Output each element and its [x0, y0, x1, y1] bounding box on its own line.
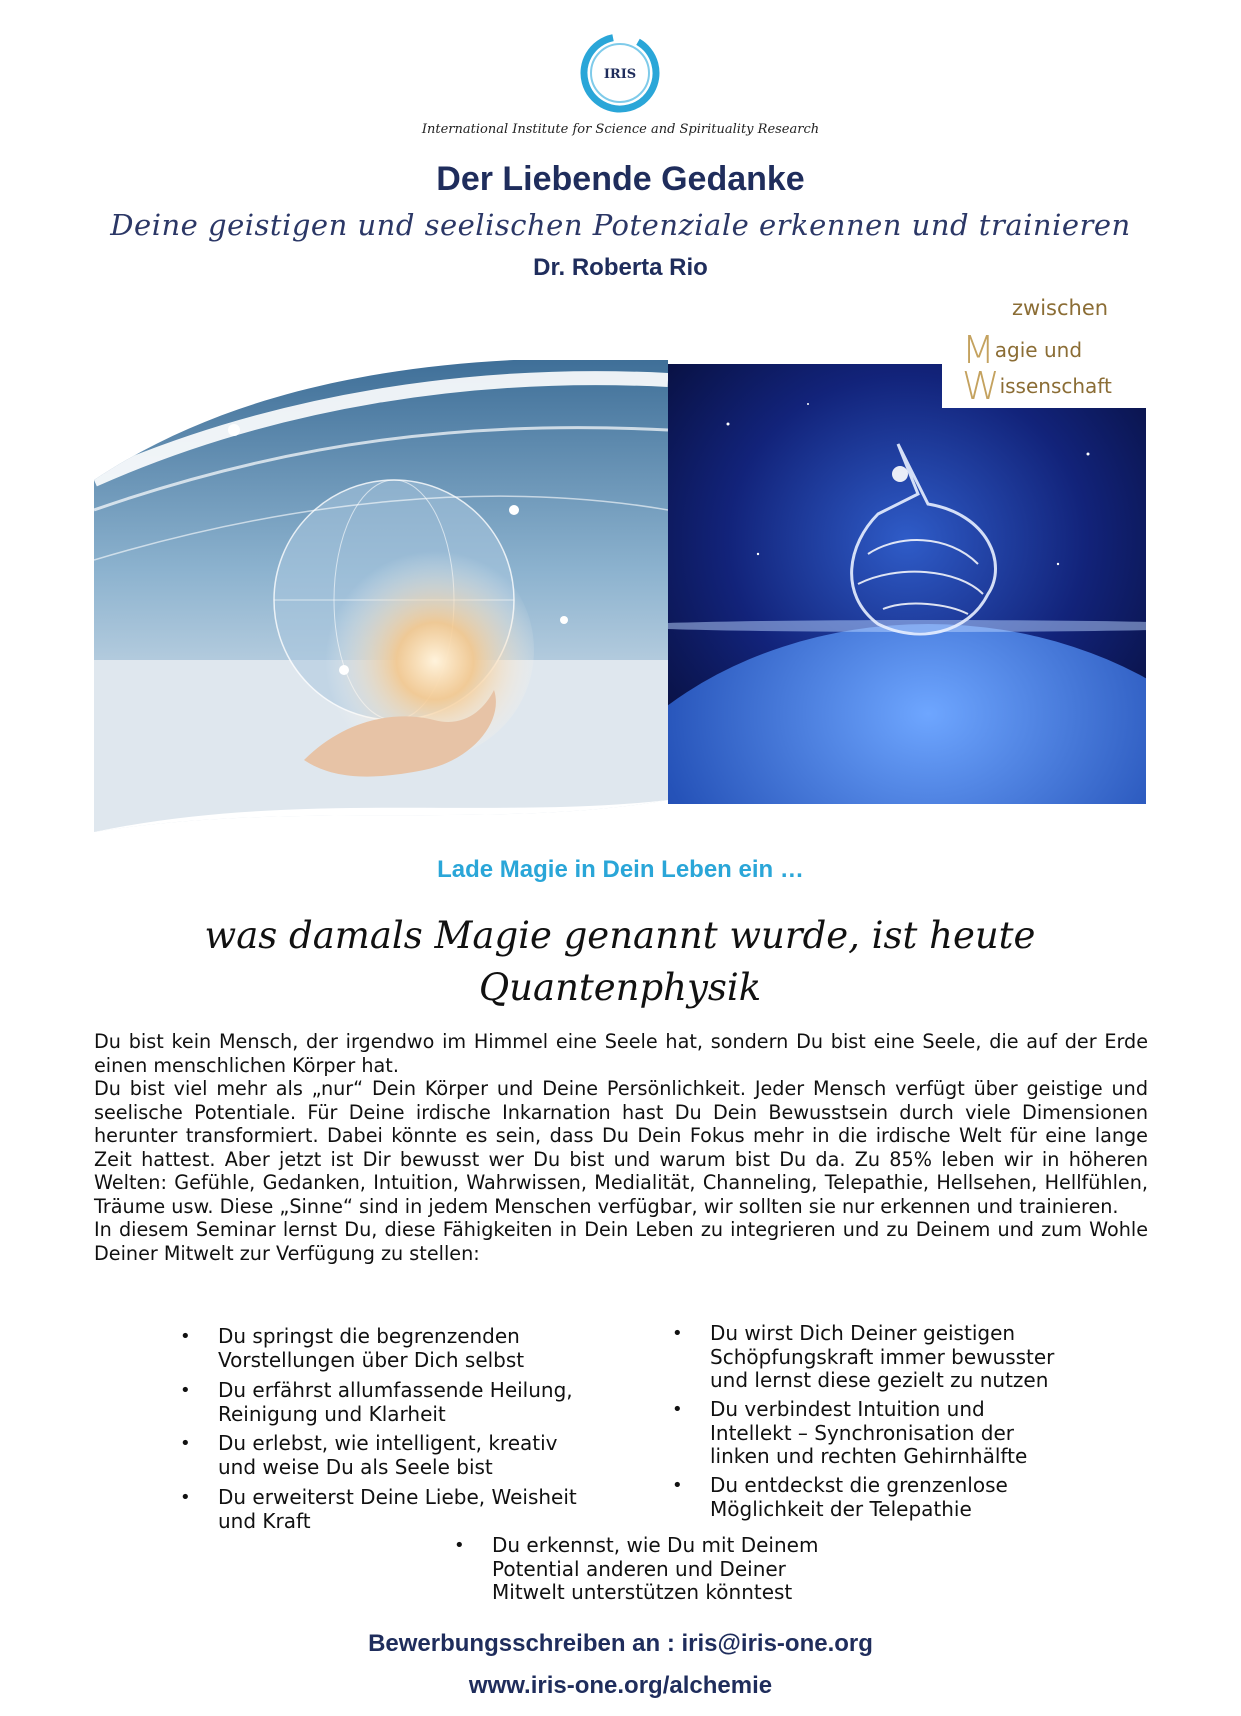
bullet-item [672, 1321, 1055, 1393]
brand-logo [942, 284, 1152, 408]
bullet-line: Du erkennst, wie Du mit Deinem [492, 1533, 819, 1557]
logo-text: IRIS [603, 67, 637, 82]
brand-letter-m: M [962, 328, 995, 372]
bullet-marker: • [672, 1323, 683, 1344]
institute-name: International Institute for Science and Spirituality Research [421, 122, 820, 137]
bullet-line: Schöpfungskraft immer bewusster [710, 1344, 1055, 1369]
headline-line-2: Quantenphysik [478, 966, 762, 1009]
website-link[interactable]: www.iris-one.org/alchemie [468, 1672, 773, 1699]
brand-rest-1: agie und [994, 338, 1083, 362]
page-title: Der Liebende Gedanke [436, 160, 805, 198]
headline-line-1: was damals Magie genannt wurde, ist heute [204, 914, 1036, 957]
bullet-marker: • [180, 1326, 191, 1347]
bullet-line: und weise Du als Seele bist [218, 1454, 493, 1479]
page-subtitle: Deine geistigen und seelischen Potenziale erkennen und trainieren [110, 208, 1131, 242]
globe-hand-image [94, 360, 668, 832]
bullet-line: Du erlebst, wie intelligent, kreativ [218, 1431, 558, 1455]
bullet-line: Du verbindest Intuition und [710, 1397, 985, 1421]
bullet-line: Du springst die begrenzenden [218, 1324, 520, 1348]
bullet-marker: • [180, 1433, 191, 1454]
body-paragraph: Du bist kein Mensch, der irgendwo im Himmel eine Seele hat, sondern Du bist eine Seele, die auf der Erde einen menschlichen Körper hat. [94, 1030, 1148, 1077]
brand-letter-w: W [962, 364, 1000, 408]
bullet-line: Potential anderen und Deiner [492, 1556, 786, 1581]
bullet-line: Möglichkeit der Telepathie [710, 1496, 972, 1521]
bullet-line: Vorstellungen über Dich selbst [218, 1347, 525, 1372]
brand-rest-2: issenschaft [999, 374, 1112, 398]
body-text [94, 1030, 1148, 1265]
bullet-line: Du erfährst allumfassende Heilung, [218, 1378, 573, 1402]
bullet-line: Intellekt – Synchronisation der [710, 1420, 1014, 1445]
bullet-item [672, 1473, 1008, 1521]
bullet-line: Reinigung und Klarheit [218, 1401, 446, 1426]
bullet-line: linken und rechten Gehirnhälfte [710, 1444, 1028, 1468]
invite-line: Lade Magie in Dein Leben ein … [437, 856, 804, 883]
iris-logo [575, 28, 665, 118]
bullet-item [180, 1431, 558, 1479]
bullet-item [672, 1397, 1028, 1469]
body-paragraph: Du bist viel mehr als „nur“ Dein Körper und Deine Persönlichkeit. Jeder Mensch verfügt über geistige und seelische Potentiale. Für Deine irdische Inkarnation hast Du Dein Bewusstsein durch viele Dimensionen herunter transformiert. Dabei könnte es sein, dass Du Dein Fokus mehr in die irdische Welt für eine lange Zeit hattest. Aber jetzt ist Dir bewusst wer Du bist und warum bist Du da. Zu 85% leben wir in höheren Welten: Gefühle, Gedanken, Intuition, Wahrwissen, Medialität, Channeling, Telepathie, Hellsehen, Hellfühlen, Träume usw. Diese „Sinne“ sind in jedem Menschen verfügbar, wir sollten sie nur erkennen und trainieren. [94, 1077, 1148, 1218]
author-name: Dr. Roberta Rio [533, 254, 708, 281]
bullet-marker: • [672, 1475, 683, 1496]
bullet-line: Mitwelt unterstützen könntest [492, 1580, 793, 1604]
bullet-marker: • [180, 1487, 191, 1508]
bullet-item [180, 1378, 573, 1426]
bullet-line: Du erweiterst Deine Liebe, Weisheit [218, 1485, 577, 1509]
bullet-line: Du entdeckst die grenzenlose [710, 1473, 1008, 1497]
application-contact[interactable]: Bewerbungsschreiben an : iris@iris-one.org [368, 1630, 873, 1657]
bullet-item [454, 1533, 819, 1605]
bullet-marker: • [672, 1399, 683, 1420]
bullet-line: Du wirst Dich Deiner geistigen [710, 1321, 1016, 1345]
bullet-line: und Kraft [218, 1508, 311, 1533]
brand-top-text: zwischen [1012, 296, 1109, 320]
dervish-earth-image [668, 364, 1146, 804]
bullet-item [180, 1324, 525, 1372]
headline [120, 910, 1120, 1014]
brand-line-wissenschaft [962, 364, 1112, 408]
body-paragraph: In diesem Seminar lernst Du, diese Fähigkeiten in Dein Leben zu integrieren und zu Deinem und zum Wohle Deiner Mitwelt zur Verfügung zu stellen: [94, 1218, 1148, 1265]
bullet-line: und lernst diese gezielt zu nutzen [710, 1368, 1049, 1392]
bullet-marker: • [180, 1380, 191, 1401]
bullet-marker: • [454, 1535, 465, 1556]
bullet-item [180, 1485, 577, 1533]
